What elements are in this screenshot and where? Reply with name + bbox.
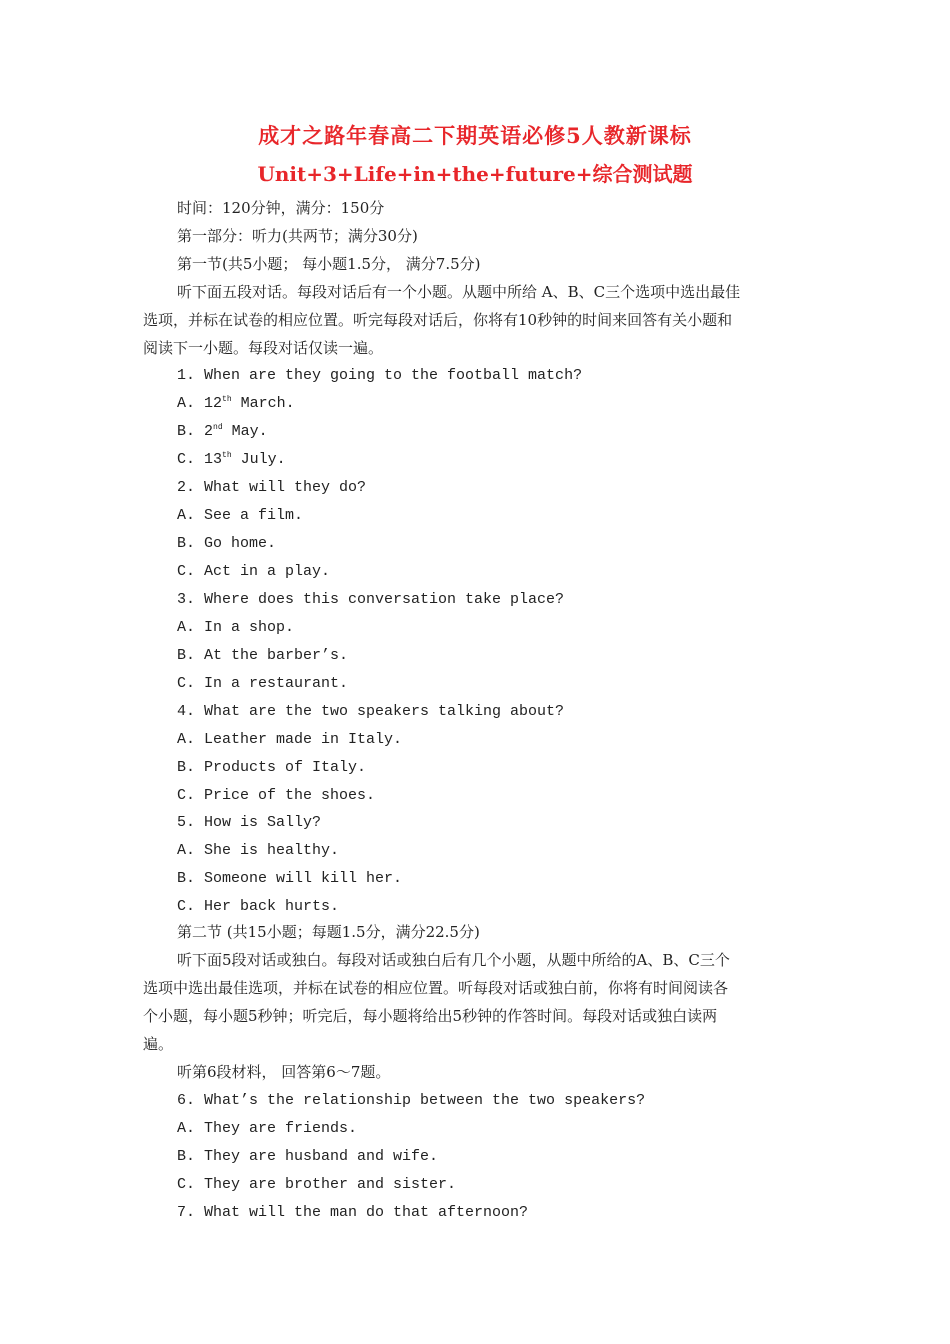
- option-a: A. See a film.: [177, 507, 304, 524]
- instructions2-line: 选项中选出最佳选项，并标在试卷的相应位置。听每段对话或独白前，你将有时间阅读各: [143, 979, 729, 997]
- instructions1-line: 听下面五段对话。每段对话后有一个小题。从题中所给 A、B、C三个选项中选出最佳: [177, 283, 741, 301]
- option-c: C. In a restaurant.: [177, 675, 349, 692]
- document-title-line1: 成才之路年春高二下期英语必修5人教新课标: [258, 123, 692, 148]
- option-b: B. Go home.: [177, 535, 277, 552]
- document-title-line2: Unit+3+Life+in+the+future+综合测试题: [257, 162, 693, 186]
- section1-heading: 第一节(共5小题； 每小题1.5分， 满分7.5分): [177, 255, 481, 273]
- option-a: A. 12th March.: [177, 395, 295, 412]
- question-stem: 7. What will the man do that afternoon?: [177, 1204, 529, 1221]
- question-stem: 5. How is Sally?: [177, 814, 322, 831]
- option-c: C. 13th July.: [177, 451, 286, 468]
- option-c: C. Price of the shoes.: [177, 787, 376, 804]
- question-stem: 3. Where does this conversation take place?: [177, 591, 565, 608]
- option-a: A. Leather made in Italy.: [177, 731, 403, 748]
- instructions1-line: 阅读下一小题。每段对话仅读一遍。: [143, 339, 384, 357]
- option-a: A. They are friends.: [177, 1120, 358, 1137]
- option-c: C. Her back hurts.: [177, 898, 340, 915]
- option-b: B. At the barber’s.: [177, 647, 349, 664]
- exam-time: 时间：120分钟，满分：150分: [177, 199, 385, 217]
- instructions2-line: 个小题，每小题5秒钟；听完后，每小题将给出5秒钟的作答时间。每段对话或独白读两: [143, 1007, 718, 1025]
- question-stem: 1. When are they going to the football match?: [177, 367, 583, 384]
- option-b: B. They are husband and wife.: [177, 1148, 439, 1165]
- option-a: A. In a shop.: [177, 619, 295, 636]
- question-stem: 2. What will they do?: [177, 479, 367, 496]
- option-a: A. She is healthy.: [177, 842, 340, 859]
- instructions1-line: 选项，并标在试卷的相应位置。听完每段对话后，你将有10秒钟的时间来回答有关小题和: [143, 311, 733, 329]
- question-stem: 6. What’s the relationship between the two speakers?: [177, 1092, 646, 1109]
- instructions2-line: 听下面5段对话或独白。每段对话或独白后有几个小题，从题中所给的A、B、C三个: [177, 951, 730, 969]
- section2-heading: 第二节 (共15小题；每题1.5分，满分22.5分): [177, 923, 480, 941]
- part1-heading: 第一部分：听力(共两节；满分30分): [177, 227, 418, 245]
- option-b: B. 2nd May.: [177, 423, 268, 440]
- material6-heading: 听第6段材料， 回答第6～7题。: [177, 1063, 391, 1081]
- question-stem: 4. What are the two speakers talking about?: [177, 703, 565, 720]
- instructions2-line: 遍。: [143, 1035, 174, 1053]
- option-c: C. They are brother and sister.: [177, 1176, 457, 1193]
- option-c: C. Act in a play.: [177, 563, 331, 580]
- option-b: B. Someone will kill her.: [177, 870, 403, 887]
- option-b: B. Products of Italy.: [177, 759, 367, 776]
